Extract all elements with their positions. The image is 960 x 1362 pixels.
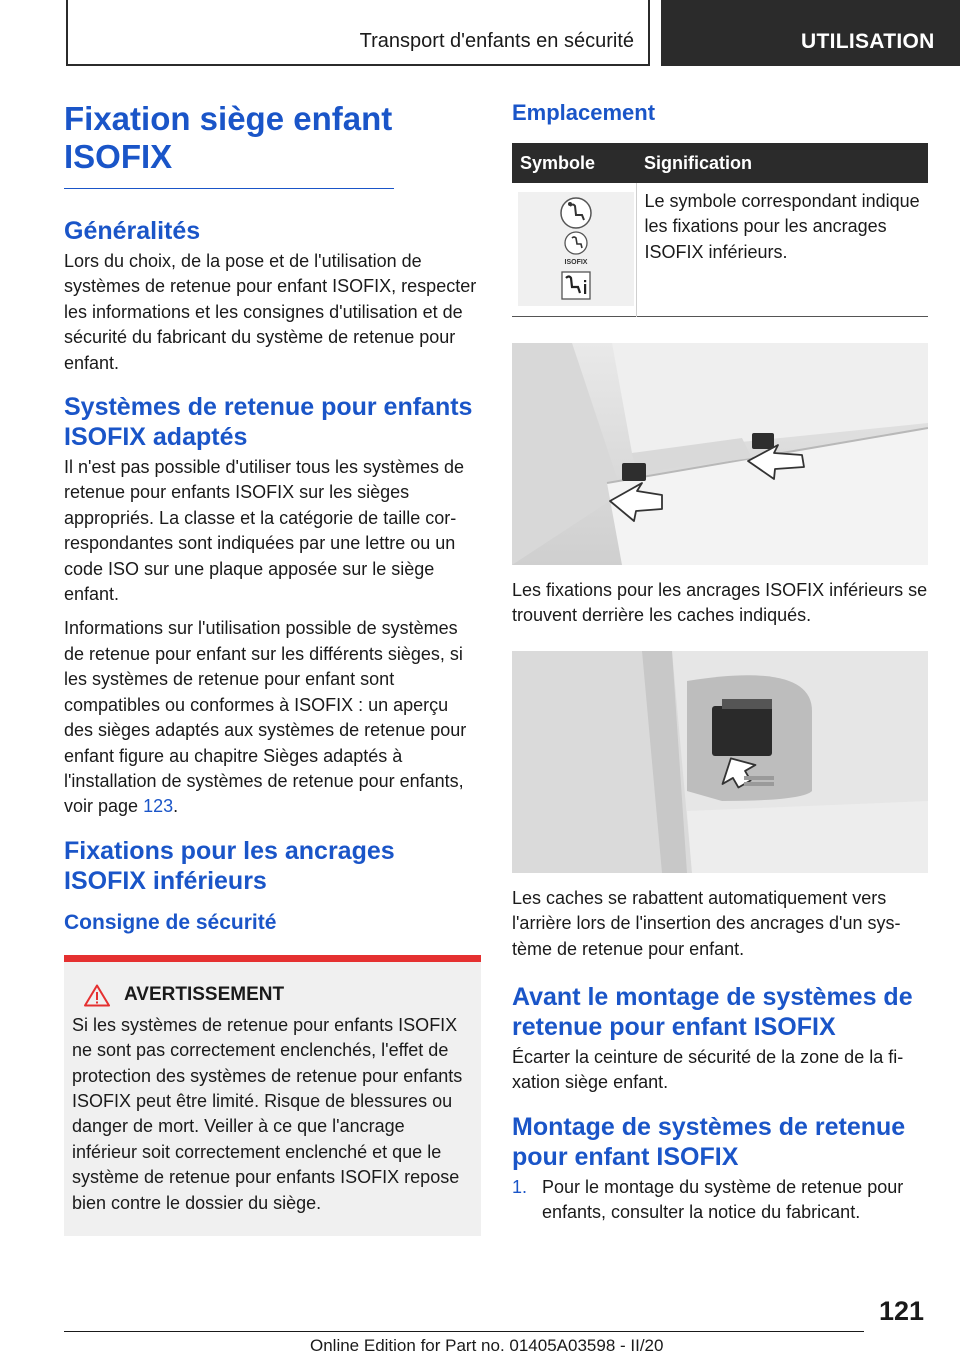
step-text: Pour le montage du système de retenue pour enfants, consulter la notice du fabricant. [542,1176,904,1223]
paragraph-avant-montage: Écarter la ceinture de sécurité de la zone de la fixation siège enfant. [512,1047,904,1093]
chapter-title: UTILISATION [801,30,935,53]
heading-systemes: Systèmes de retenue pour enfants ISOFIX adaptés [64,393,473,452]
symbol-table [512,143,928,317]
heading-consigne: Consigne de sécurité [64,910,277,934]
section-tab [66,0,650,66]
section-title: Transport d'enfants en sécurité [359,30,634,52]
paragraph-systemes-1: Il n'est pas possible d'utiliser tous les systèmes de retenue pour enfants ISOFIX sur les sièges appropriés. La classe et la catégorie de taille correspondantes sont indiquées par une lettre ou un code ISO sur une plaque apposée sur le siège enfant. [64,457,465,605]
paragraph-systemes-2-end: . [173,796,179,817]
isofix-seat-icon [518,192,634,306]
rear-seat-photo [512,343,928,565]
caption-fixations: Les fixations pour les ancrages ISOFIX inférieurs se trouvent derrière les caches indiqués. [512,580,928,626]
paragraph-systemes-2 [64,616,481,819]
isofix-label: ISOFIX [564,259,588,266]
warning-box [64,962,481,1236]
footer-edition: Online Edition for Part no. 01405A03598 - II/20 [310,1336,664,1355]
page-header [0,0,960,66]
footer-rule [64,1331,864,1332]
heading-generalites: Généralités [64,217,201,245]
column-header-signification: Signification [636,143,928,183]
heading-fixations: Fixations pour les ancrages ISOFIX inférieurs [64,836,395,895]
chapter-tab [661,0,960,66]
heading-avant-montage: Avant le montage de systèmes de retenue pour enfant ISOFIX [512,983,913,1042]
description-cell: Le symbole correspondant indique les fixations pour les ancrages ISOFIX inférieurs. [644,191,920,262]
table-header-row [512,143,928,183]
seat-cover-photo [512,651,928,873]
column-header-symbole: Symbole [512,143,636,183]
paragraph-generalites: Lors du choix, de la pose et de l'utilisation de systèmes de retenue pour enfant ISOFIX, respecter les informations et les consignes d'utilisation et de sécurité du fabricant du système de retenue pour enfant. [64,251,477,373]
isofix-symbols [518,192,634,306]
warning-text: Si les systèmes de retenue pour enfants ISOFIX ne sont pas correctement enclenchés, l'effet de protection des systèmes de retenue pour enfants ISOFIX peut être limité. Risque de blessures ou danger de mort. Veiller à ce que l'ancrage inférieur soit correctement enclenché et que le système de retenue pour enfants ISOFIX repose bien contre le dossier du siège. [72,1014,463,1213]
heading-emplacement: Emplacement [512,100,656,125]
paragraph-systemes-2-text: Informations sur l'utilisation possible de systèmes de retenue pour enfant sur les différents sièges, si les systèmes de retenue pour enfant sont compatibles ou conformes à ISOFIX : un aperçu des sièges adaptés aux systèmes de retenue pour enfant figure au chapitre Sièges adaptés à l'installation de systèmes de retenue pour enfants, voir page [64,618,467,817]
warning-rule [64,955,481,962]
warning-header [72,984,471,1007]
warning-icon [84,984,110,1007]
symbol-cell [512,183,636,317]
left-column [64,100,481,1236]
table-row [512,183,928,317]
step-1 [512,1175,928,1226]
page-reference-link[interactable]: 123 [143,796,174,817]
page-title: Fixation siège enfant ISOFIX [64,100,394,189]
caption-caches: Les caches se rabattent automatiquement vers l'arrière lors de l'insertion des ancrages d'un système de retenue pour enfant. [512,887,901,959]
heading-montage: Montage de systèmes de retenue pour enfant ISOFIX [512,1112,906,1171]
right-column [512,100,928,1226]
warning-title: AVERTISSEMENT [124,984,285,1006]
step-number: 1. [512,1176,528,1197]
page-number: 121 [878,1296,924,1326]
